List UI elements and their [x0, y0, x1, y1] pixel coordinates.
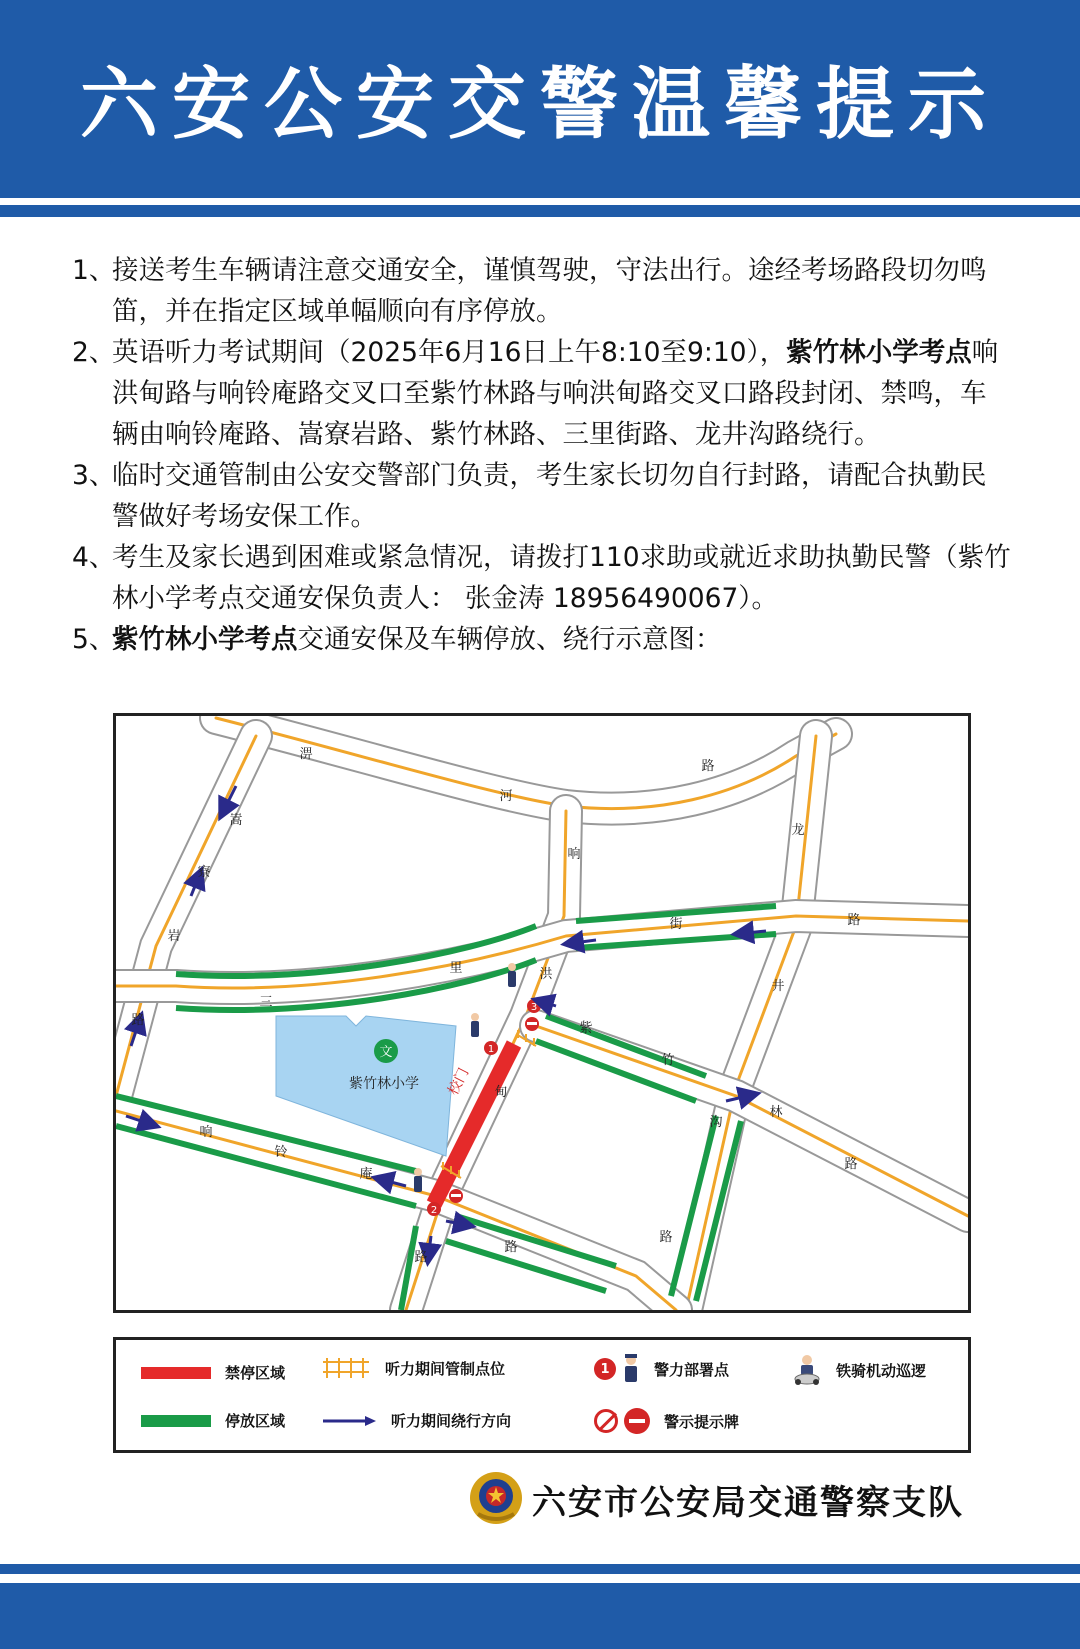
- notice-text: 考生及家长遇到困难或紧急情况，请拨打110求助或就近求助执勤民警（紫竹林小学考点交通安保负责人： 张金涛 18956490067）。: [112, 542, 1011, 614]
- legend-detour: [321, 1410, 511, 1431]
- legend-police-post: [594, 1354, 729, 1384]
- road-char: 井: [771, 979, 785, 994]
- road-char: 龙: [791, 823, 805, 838]
- road-char: 寮: [197, 865, 211, 880]
- police-emblem-icon: [468, 1470, 524, 1526]
- notice-item: [72, 537, 1012, 619]
- road-char: 洪: [539, 967, 553, 982]
- legend-motor-patrol: [792, 1354, 926, 1386]
- notice-number: 1、: [72, 255, 116, 286]
- road-char: 路: [847, 913, 861, 928]
- road-char: 路: [701, 759, 715, 774]
- map-marker-1: 1: [487, 1044, 495, 1055]
- map-marker-3: 3: [530, 1002, 538, 1013]
- footer-band: [0, 1583, 1080, 1649]
- notice-item: [72, 250, 1012, 332]
- no-entry-icon: [624, 1408, 650, 1434]
- no-stopping-icon: [594, 1409, 618, 1433]
- header-stripe: [0, 205, 1080, 217]
- green-swatch: [141, 1415, 211, 1427]
- organization-name: 六安市公安局交通警察支队: [532, 1483, 964, 1523]
- road-char: 响: [567, 847, 581, 862]
- notice-number: 5、: [72, 624, 116, 655]
- road-char: 路: [659, 1230, 673, 1245]
- notice-text: [112, 619, 1012, 660]
- legend-label: 听力期间管制点位: [385, 1359, 506, 1378]
- page-title: 六安公安交警温馨提示: [79, 60, 1000, 150]
- legend-label: 停放区域: [225, 1412, 286, 1430]
- road-char: 林: [769, 1105, 783, 1120]
- notice-text: [112, 332, 1012, 455]
- red-swatch: [141, 1367, 211, 1379]
- notice-bold: 紫竹林小学考点: [786, 337, 972, 368]
- road-char: 街: [669, 917, 683, 932]
- legend-label: 警力部署点: [654, 1360, 730, 1379]
- road-char: 铃: [274, 1145, 288, 1160]
- road-char: 甸: [494, 1085, 508, 1100]
- road-char: 紫: [579, 1021, 593, 1036]
- road-char: 路: [131, 1013, 145, 1028]
- road-char: 路: [844, 1157, 858, 1172]
- police-icon: [622, 1354, 640, 1384]
- road-char: 河: [499, 789, 513, 804]
- fence-icon: [321, 1356, 371, 1380]
- road-char: 竹: [661, 1053, 675, 1068]
- legend-label: 警示提示牌: [664, 1412, 740, 1431]
- legend-control-point: [321, 1356, 505, 1380]
- arrow-right-icon: [321, 1415, 377, 1427]
- notice-text-after: 响洪甸路与响铃庵路交叉口至紫竹林路与响洪甸路交叉口路段封闭、禁鸣，车辆由响铃庵路、嵩寮岩路、紫竹林路、三里街路、龙井沟路绕行。: [112, 337, 999, 450]
- notice-list: [72, 250, 1012, 660]
- motorcycle-police-icon: [792, 1354, 822, 1386]
- marker-icon: 1: [594, 1358, 616, 1380]
- road-char: 沟: [709, 1115, 723, 1130]
- legend-warning-sign: [594, 1408, 739, 1434]
- notice-bold: 紫竹林小学考点: [112, 624, 298, 655]
- road-char: 路: [504, 1240, 518, 1255]
- road-char: 嵩: [229, 813, 243, 828]
- legend-label: 听力期间绕行方向: [391, 1412, 512, 1430]
- notice-text: 临时交通管制由公安交警部门负责，考生家长切勿自行封路，请配合执勤民警做好考场安保工作。: [112, 460, 987, 532]
- traffic-map: [113, 713, 971, 1313]
- road-char: 响: [199, 1125, 213, 1140]
- school-name: 紫竹林小学: [349, 1076, 419, 1092]
- notice-item: [72, 619, 1012, 660]
- legend-no-parking: [141, 1362, 285, 1383]
- map-marker-2: 2: [430, 1205, 438, 1216]
- road-char: 里: [449, 961, 463, 976]
- school-symbol: 文: [379, 1045, 393, 1060]
- notice-number: 4、: [72, 542, 116, 573]
- road-char: 淠: [299, 747, 313, 762]
- legend-parking: [141, 1410, 285, 1431]
- notice-text: 接送考生车辆请注意交通安全，谨慎驾驶，守法出行。途经考场路段切勿鸣笛，并在指定区域单幅顺向有序停放。: [112, 255, 987, 327]
- road-char: 路: [414, 1250, 428, 1265]
- notice-text-before: 英语听力考试期间（2025年6月16日上午8:10至9:10），: [112, 337, 787, 368]
- notice-item: [72, 332, 1012, 455]
- legend-label: 铁骑机动巡逻: [836, 1361, 927, 1380]
- legend-label: 禁停区域: [225, 1364, 286, 1382]
- footer-stripe: [0, 1564, 1080, 1574]
- notice-text-after: 交通安保及车辆停放、绕行示意图：: [297, 624, 722, 655]
- gate-label: 校门: [445, 1065, 473, 1098]
- notice-number: 2、: [72, 337, 116, 368]
- notice-number: 3、: [72, 460, 116, 491]
- map-legend: [113, 1337, 971, 1453]
- road-char: 岩: [167, 929, 181, 944]
- road-char: 三: [259, 995, 273, 1010]
- road-char: 庵: [359, 1167, 373, 1182]
- notice-item: [72, 455, 1012, 537]
